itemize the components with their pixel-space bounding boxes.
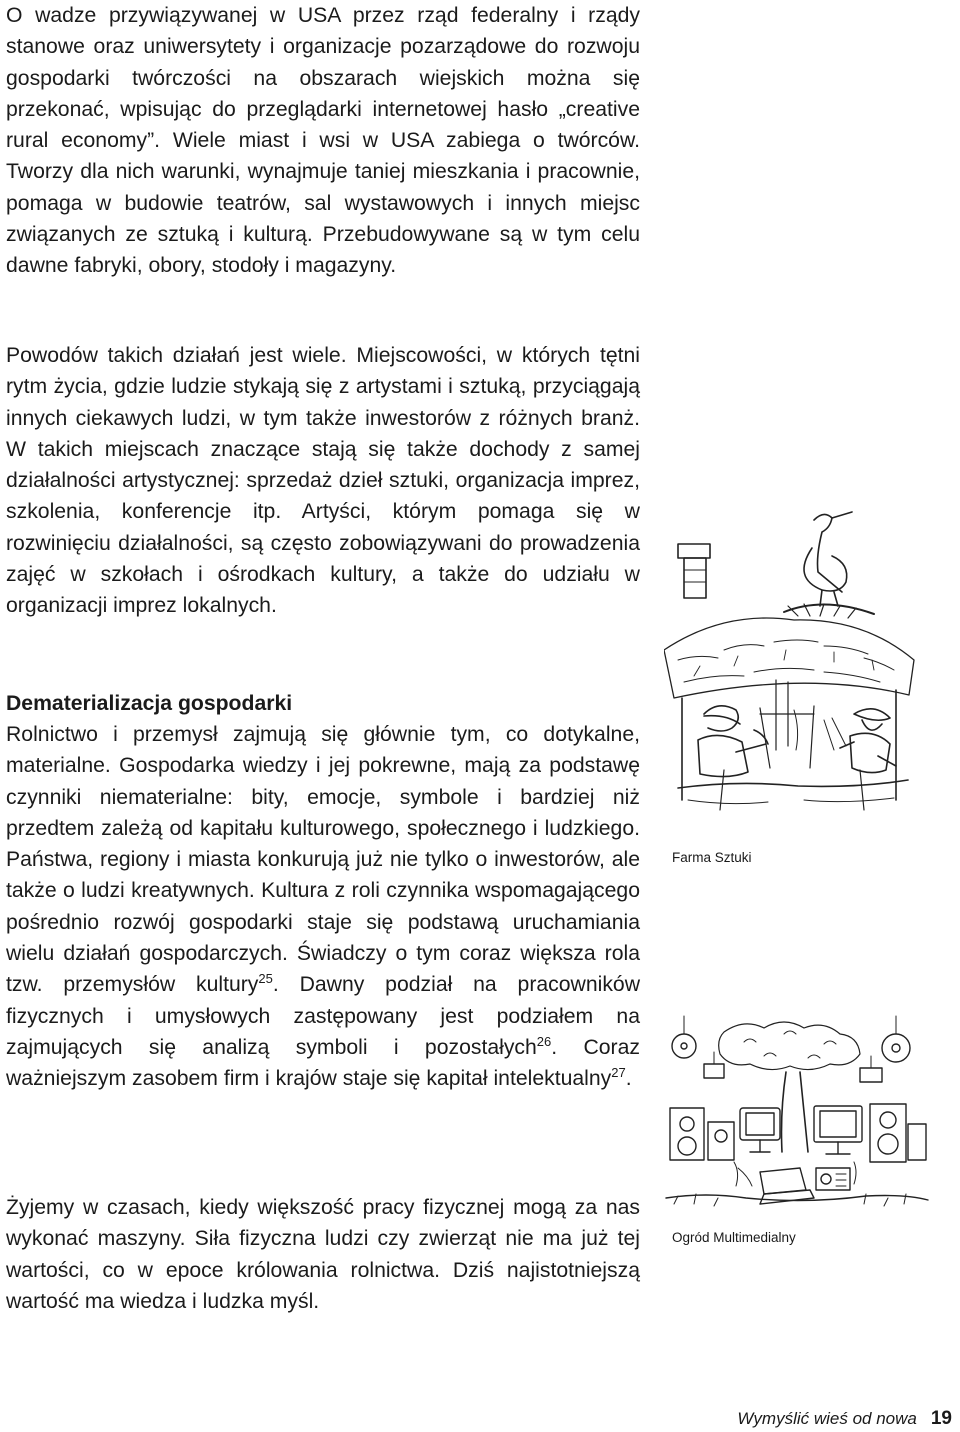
section-heading: Dematerializacja gospodarki — [6, 692, 293, 715]
paragraph-reasons: Powodów takich działań jest wiele. Miejscowości, w których tętni rytm życia, gdzie ludzie stykają się z artystami i sztuką, przyciągają innych ciekawych ludzi, w tym także inwestorów z różnych branż. W takich miejscach znaczące stają się także dochody z samej działalności artystycznej: sprzedaż dzieł sztuki, organizacja imprez, szkolenia, konferencje itp. Artyści, którym pomaga się w rozwinięciu działalności, są często zobowiązywani do prowadzenia zajęć w szkołach i ośrodkach kultury, a także do udziału w organizacji imprez lokalnych. — [6, 344, 640, 618]
paragraph-dematerialization — [6, 719, 640, 1095]
paragraph-machines: Żyjemy w czasach, kiedy większość pracy fizycznej mogą za nas wykonać maszyny. Siła fizyczna ludzi czy zwierząt nie ma już tej wartości, co w epoce królowania rolnictwa. Dziś najistotniejszą wartość ma wiedza i ludzka myśl. — [6, 1196, 640, 1313]
footnote-ref-27: 27 — [611, 1065, 626, 1081]
page-number: 19 — [930, 1408, 952, 1429]
multimedia-garden-illustration — [664, 1012, 930, 1208]
page-footer — [737, 1408, 952, 1430]
paragraph-text: . Dawny podział na pracowników fizycznych i umysłowych zastępowany jest podziałem na zajmujących się analizą symboli i pozostałych — [6, 973, 640, 1059]
caption-art-farm: Farma Sztuki — [672, 850, 752, 865]
paragraph-text: Rolnictwo i przemysł zajmują się głównie tym, co dotykalne, materialne. Gospodarka wiedzy i jej pokrewne, mają za podstawę czynniki niematerialne: bity, emocje, symbole i bardziej niż przedtem zależą od kapitału kulturowego, społecznego i ludzkiego. Państwa, regiony i miasta konkurują już nie tylko o inwestorów, ale także o ludzi kreatywnych. Kultura z roli czynnika wspomagającego pośrednio rozwój gospodarki staje się podstawą uruchamiania wielu działań gospodarczych. Świadczy o tym coraz większa rola tzw. przemysłów kultury — [6, 723, 640, 997]
caption-multimedia-garden: Ogród Multimedialny — [672, 1230, 796, 1245]
paragraph-text: . — [625, 1067, 632, 1091]
footnote-ref-26: 26 — [536, 1033, 552, 1049]
paragraph-intro: O wadze przywiązywanej w USA przez rząd federalny i rządy stanowe oraz uniwersytety i organizacje pozarządowe do rozwoju gospodarki twórczości na obszarach wiejskich można się przekonać, wpisując do przeglądarki internetowej hasło „creative rural economy”. Wiele miast i wsi w USA zabiega o twórców. Tworzy dla nich warunki, wynajmuje taniej mieszkania i pracownie, pomaga w budowie teatrów, sal wystawowych i innych miejsc związanych ze sztuką i kulturą. Przebudowywane są w tym celu dawne fabryki, obory, stodoły i magazyny. — [6, 4, 640, 278]
footnote-ref-25: 25 — [258, 971, 273, 987]
art-farm-illustration — [664, 500, 922, 834]
footer-publication-title: Wymyślić wieś od nowa — [737, 1409, 917, 1428]
paragraph-text: . Coraz ważniejszym zasobem firm i krajów staje się kapitał intelektualny — [6, 1035, 640, 1091]
